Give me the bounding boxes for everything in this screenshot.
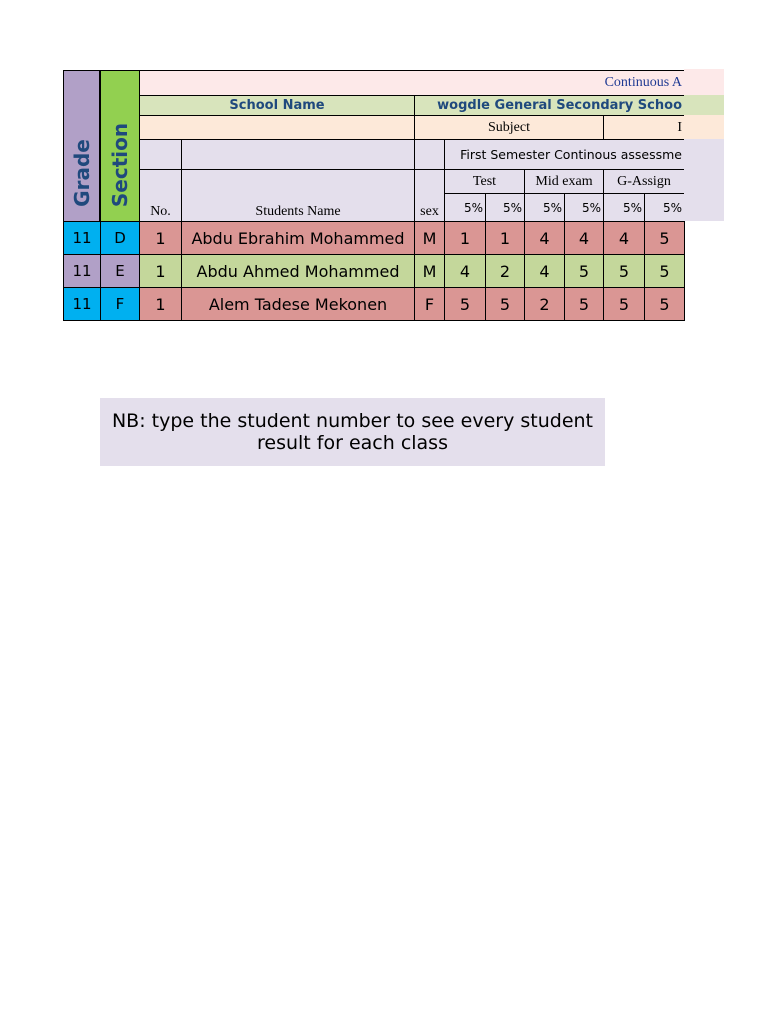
semester-label-cell[interactable]: First Semester Continous assessme	[444, 139, 685, 170]
row-score-cell[interactable]: 1	[485, 221, 525, 255]
row-section-cell[interactable]: F	[100, 287, 140, 321]
row-grade-cell[interactable]: 11	[63, 287, 101, 321]
row-section-cell[interactable]: D	[100, 221, 140, 255]
weight-cell[interactable]: 5%	[564, 193, 604, 222]
name-header-top-cell[interactable]	[181, 139, 415, 170]
row-grade-cell[interactable]: 11	[63, 221, 101, 255]
no-header-top-cell[interactable]	[139, 139, 182, 170]
row-score-cell[interactable]: 4	[564, 221, 604, 255]
group-test-header[interactable]: Test	[444, 169, 525, 194]
row-score-cell[interactable]: 5	[644, 221, 685, 255]
row-score-cell[interactable]: 5	[644, 254, 685, 288]
row-no-cell[interactable]: 1	[139, 287, 182, 321]
group-midexam-header[interactable]: Mid exam	[524, 169, 604, 194]
weight-cell[interactable]: 5%	[603, 193, 645, 222]
row-score-cell[interactable]: 5	[564, 254, 604, 288]
col-sex-header[interactable]: sex	[414, 169, 445, 222]
row-score-cell[interactable]: 5	[564, 287, 604, 321]
row-score-cell[interactable]: 2	[485, 254, 525, 288]
school-name-label-cell[interactable]: School Name	[139, 95, 415, 116]
grade-header-cell[interactable]	[63, 70, 100, 222]
section-header-cell[interactable]	[100, 70, 140, 222]
title-cell[interactable]: Continuous A	[139, 70, 685, 96]
subject-label-cell[interactable]: Subject	[414, 115, 604, 140]
weight-cell[interactable]: 5%	[524, 193, 565, 222]
grade-header-label: Grade	[69, 139, 94, 207]
row-score-cell[interactable]: 4	[603, 221, 645, 255]
subject-value-cell[interactable]: I	[603, 115, 685, 140]
subject-blank-cell[interactable]	[139, 115, 415, 140]
row-score-cell[interactable]: 5	[603, 287, 645, 321]
row-score-cell[interactable]: 5	[485, 287, 525, 321]
weight-cell[interactable]: 5%	[644, 193, 685, 222]
row-score-cell[interactable]: 5	[644, 287, 685, 321]
row-score-cell[interactable]: 5	[444, 287, 486, 321]
row-score-cell[interactable]: 1	[444, 221, 486, 255]
col-name-header[interactable]: Students Name	[181, 169, 415, 222]
weight-cell[interactable]: 5%	[444, 193, 486, 222]
row-name-cell[interactable]: Abdu Ahmed Mohammed	[181, 254, 415, 288]
row-score-cell[interactable]: 5	[603, 254, 645, 288]
school-name-value-cell[interactable]: wogdle General Secondary Schoo	[414, 95, 685, 116]
row-no-cell[interactable]: 1	[139, 221, 182, 255]
sex-header-top-cell[interactable]	[414, 139, 445, 170]
group-gassign-header[interactable]: G-Assign	[603, 169, 685, 194]
col-no-header[interactable]: No.	[139, 169, 182, 222]
row-score-cell[interactable]: 4	[444, 254, 486, 288]
row-section-cell[interactable]: E	[100, 254, 140, 288]
row-name-cell[interactable]: Alem Tadese Mekonen	[181, 287, 415, 321]
row-sex-cell[interactable]: M	[414, 221, 445, 255]
row-sex-cell[interactable]: F	[414, 287, 445, 321]
instruction-note: NB: type the student number to see every student result for each class	[100, 398, 605, 466]
row-score-cell[interactable]: 4	[524, 221, 565, 255]
row-sex-cell[interactable]: M	[414, 254, 445, 288]
weight-cell[interactable]: 5%	[485, 193, 525, 222]
row-score-cell[interactable]: 2	[524, 287, 565, 321]
clipped-header-continuation	[684, 69, 724, 221]
row-grade-cell[interactable]: 11	[63, 254, 101, 288]
section-header-label: Section	[108, 122, 132, 208]
row-score-cell[interactable]: 4	[524, 254, 565, 288]
row-name-cell[interactable]: Abdu Ebrahim Mohammed	[181, 221, 415, 255]
row-no-cell[interactable]: 1	[139, 254, 182, 288]
